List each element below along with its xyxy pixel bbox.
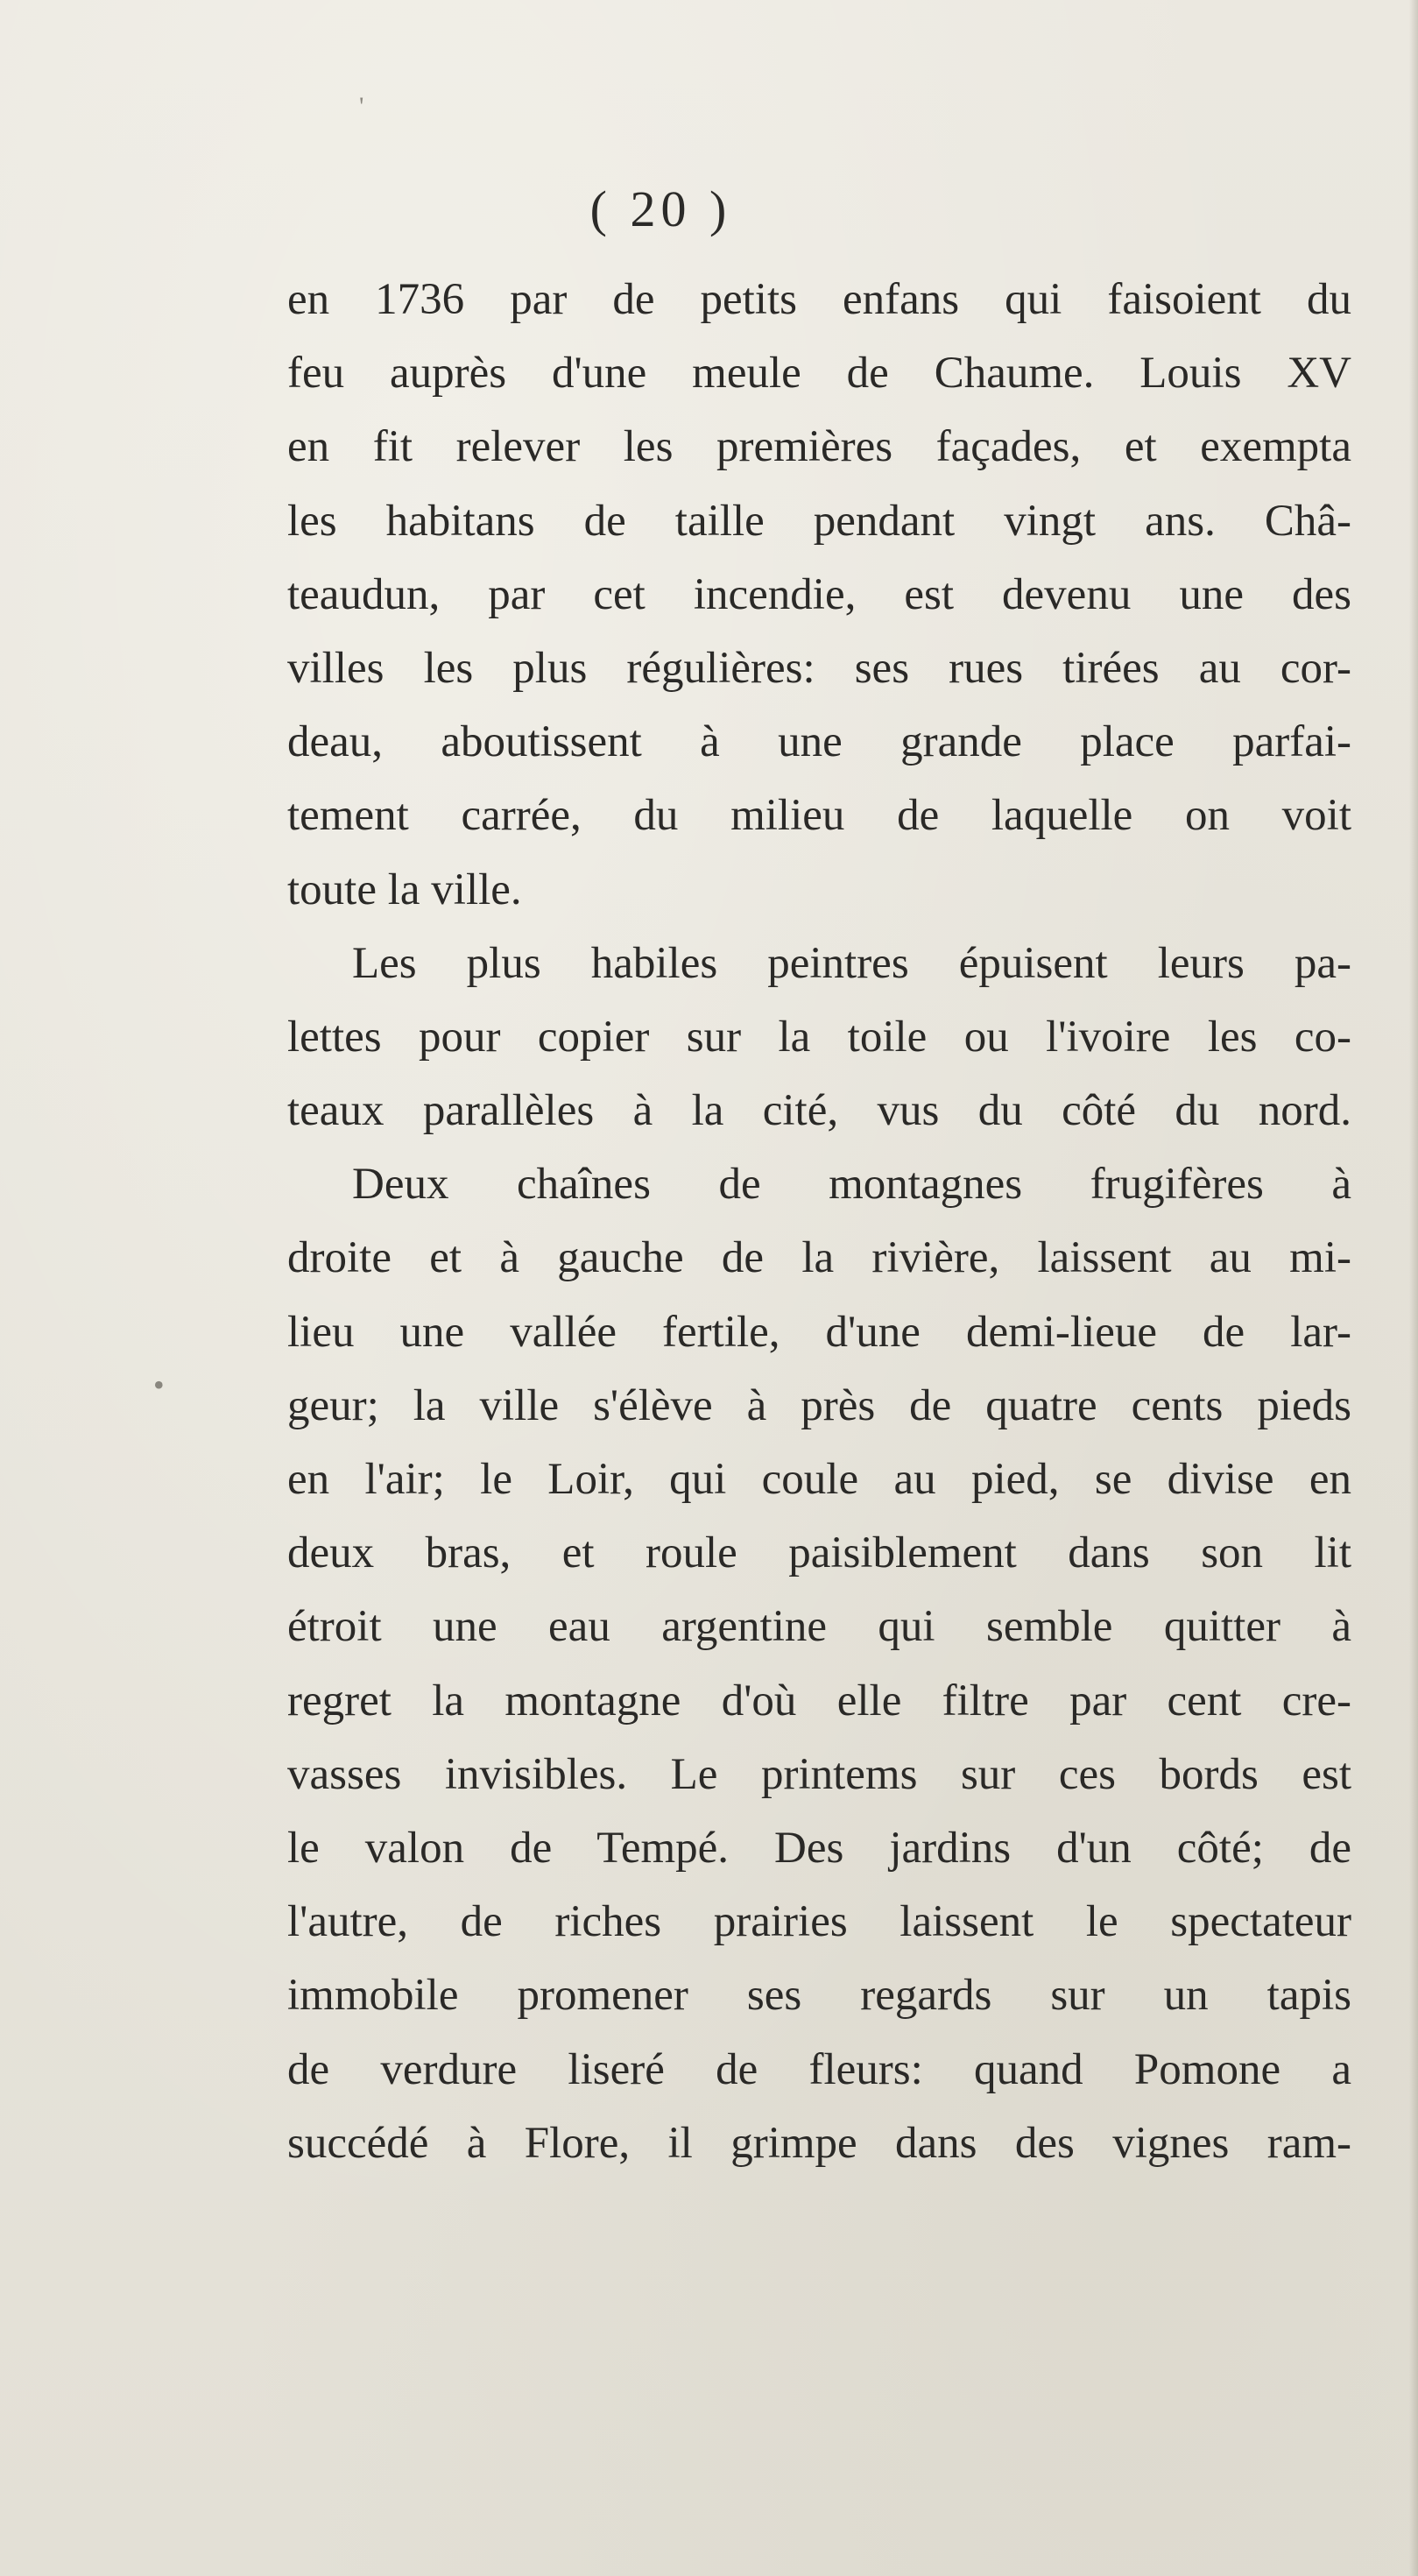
page-edge-shadow <box>1409 0 1418 2576</box>
paragraph-end-line: toute la ville. <box>287 865 522 914</box>
text-line: l'autre, de riches prairies laissent le spectateur <box>287 1897 1351 1947</box>
body-text <box>287 263 1351 2180</box>
page-number: ( 20 ) <box>589 180 732 237</box>
paragraph-start-line: Deux chaînes de montagnes frugifères à <box>352 1160 1351 1210</box>
text-line: deux bras, et roule paisiblement dans son lit <box>287 1528 1351 1578</box>
ink-speck: ' <box>359 92 364 121</box>
text-line: le valon de Tempé. Des jardins d'un côté; de <box>287 1823 1351 1873</box>
text-line: feu auprès d'une meule de Chaume. Louis XV <box>287 349 1351 399</box>
text-line: en 1736 par de petits enfans qui faisoient du <box>287 275 1351 324</box>
ink-speck: • <box>153 1367 165 1402</box>
text-line: en fit relever les premières façades, et exempta <box>287 422 1351 472</box>
text-line: geur; la ville s'élève à près de quatre cents pieds <box>287 1380 1351 1430</box>
text-line: teaudun, par cet incendie, est devenu une des <box>287 569 1351 619</box>
text-line: regret la montagne d'où elle filtre par cent cre- <box>287 1676 1351 1726</box>
text-line: les habitans de taille pendant vingt ans. Châ- <box>287 496 1351 546</box>
text-line: vasses invisibles. Le printems sur ces bords est <box>287 1749 1351 1799</box>
text-line: étroit une eau argentine qui semble quitter à <box>287 1602 1351 1652</box>
text-line: deau, aboutissent à une grande place parfai- <box>287 717 1351 767</box>
text-line: de verdure liseré de fleurs: quand Pomone a <box>287 2044 1351 2094</box>
text-line: lieu une vallée fertile, d'une demi-lieue de lar- <box>287 1307 1351 1357</box>
text-line: lettes pour copier sur la toile ou l'ivoire les co- <box>287 1012 1351 1062</box>
text-line: en l'air; le Loir, qui coule au pied, se divise en <box>287 1455 1351 1504</box>
text-line: succédé à Flore, il grimpe dans des vignes ram- <box>287 2118 1351 2168</box>
text-line: immobile promener ses regards sur un tapis <box>287 1971 1351 2021</box>
paragraph-end-line: teaux parallèles à la cité, vus du côté du nord. <box>287 1086 1351 1136</box>
text-line: droite et à gauche de la rivière, laissent au mi- <box>287 1233 1351 1283</box>
paragraph-start-line: Les plus habiles peintres épuisent leurs pa- <box>352 938 1351 988</box>
text-line: tement carrée, du milieu de laquelle on voit <box>287 791 1351 841</box>
text-line: villes les plus régulières: ses rues tirées au cor- <box>287 643 1351 693</box>
